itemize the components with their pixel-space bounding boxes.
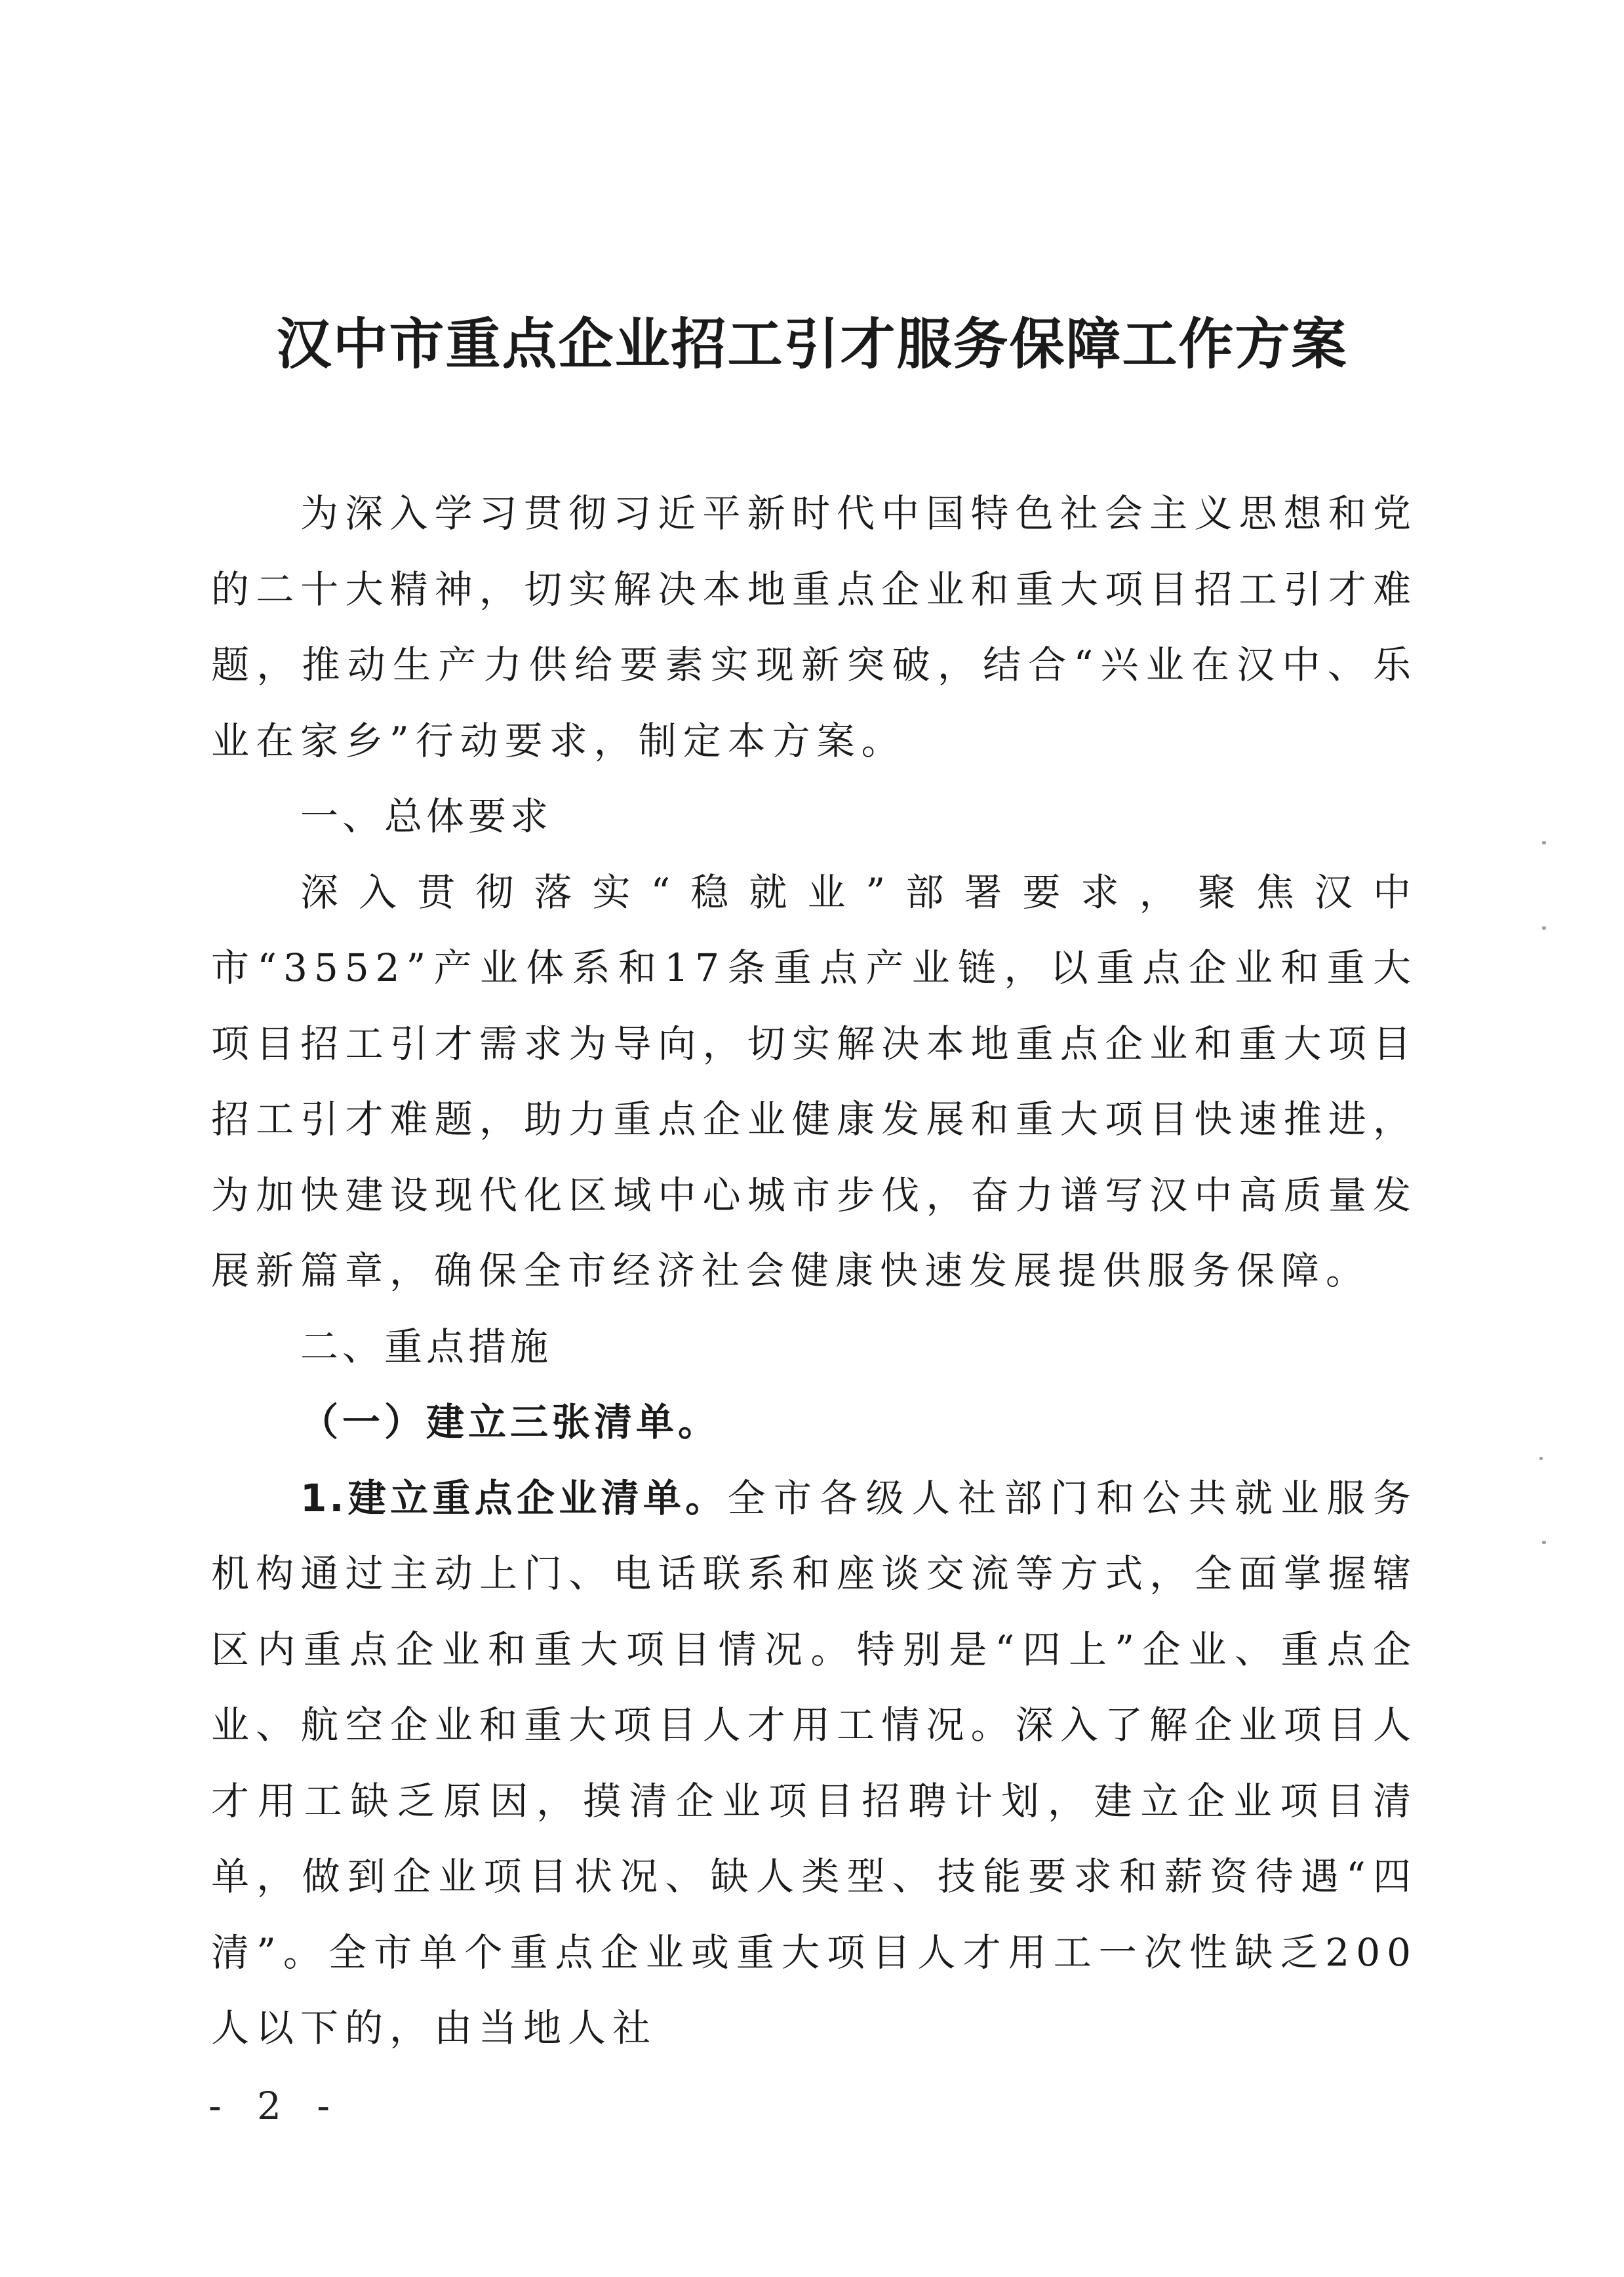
document-body: [211, 476, 1417, 2067]
document-title: 汉中市重点企业招工引才服务保障工作方案: [276, 311, 1348, 376]
item-1-lead: 1.建立重点企业清单。: [300, 1475, 728, 1520]
subsection-heading-three-lists: （一）建立三张清单。: [300, 1400, 721, 1444]
section-heading-key-measures: 二、重点措施: [300, 1324, 553, 1369]
scan-speck: [1542, 841, 1546, 844]
section-heading-general-requirements: 一、总体要求: [300, 794, 553, 839]
scan-speck: [1542, 1541, 1546, 1544]
page-number: - 2 -: [208, 2084, 342, 2128]
scan-speck: [1539, 1457, 1543, 1460]
item-1-body: 全市各级人社部门和公共就业服务机构通过主动上门、电话联系和座谈交流等方式，全面掌握辖区内重点企业和重大项目情况。特别是“四上”企业、重点企业、航空企业和重大项目人才用工情况。深入了解企业项目人才用工缺乏原因，摸清企业项目招聘计划，建立企业项目清单，做到企业项目状况、缺人类型、技能要求和薪资待遇“四清”。全市单个重点企业或重大项目人才用工一次性缺乏200人以下的，由当地人社: [211, 1475, 1417, 2050]
general-requirements-paragraph: 深入贯彻落实“稳就业”部署要求，聚焦汉中市“3552”产业体系和17条重点产业链，以重点企业和重大项目招工引才需求为导向，切实解决本地重点企业和重大项目招工引才难题，助力重点企业健康发展和重大项目快速推进，为加快建设现代化区域中心城市步伐，奋力谱写汉中高质量发展新篇章，确保全市经济社会健康快速发展提供服务保障。: [211, 869, 1417, 1293]
scan-speck: [1542, 926, 1546, 930]
item-1-paragraph: [211, 1461, 1417, 2067]
intro-paragraph: 为深入学习贯彻习近平新时代中国特色社会主义思想和党的二十大精神，切实解决本地重点企业和重大项目招工引才难题，推动生产力供给要素实现新突破，结合“兴业在汉中、乐业在家乡”行动要求，制定本方案。: [211, 491, 1417, 763]
